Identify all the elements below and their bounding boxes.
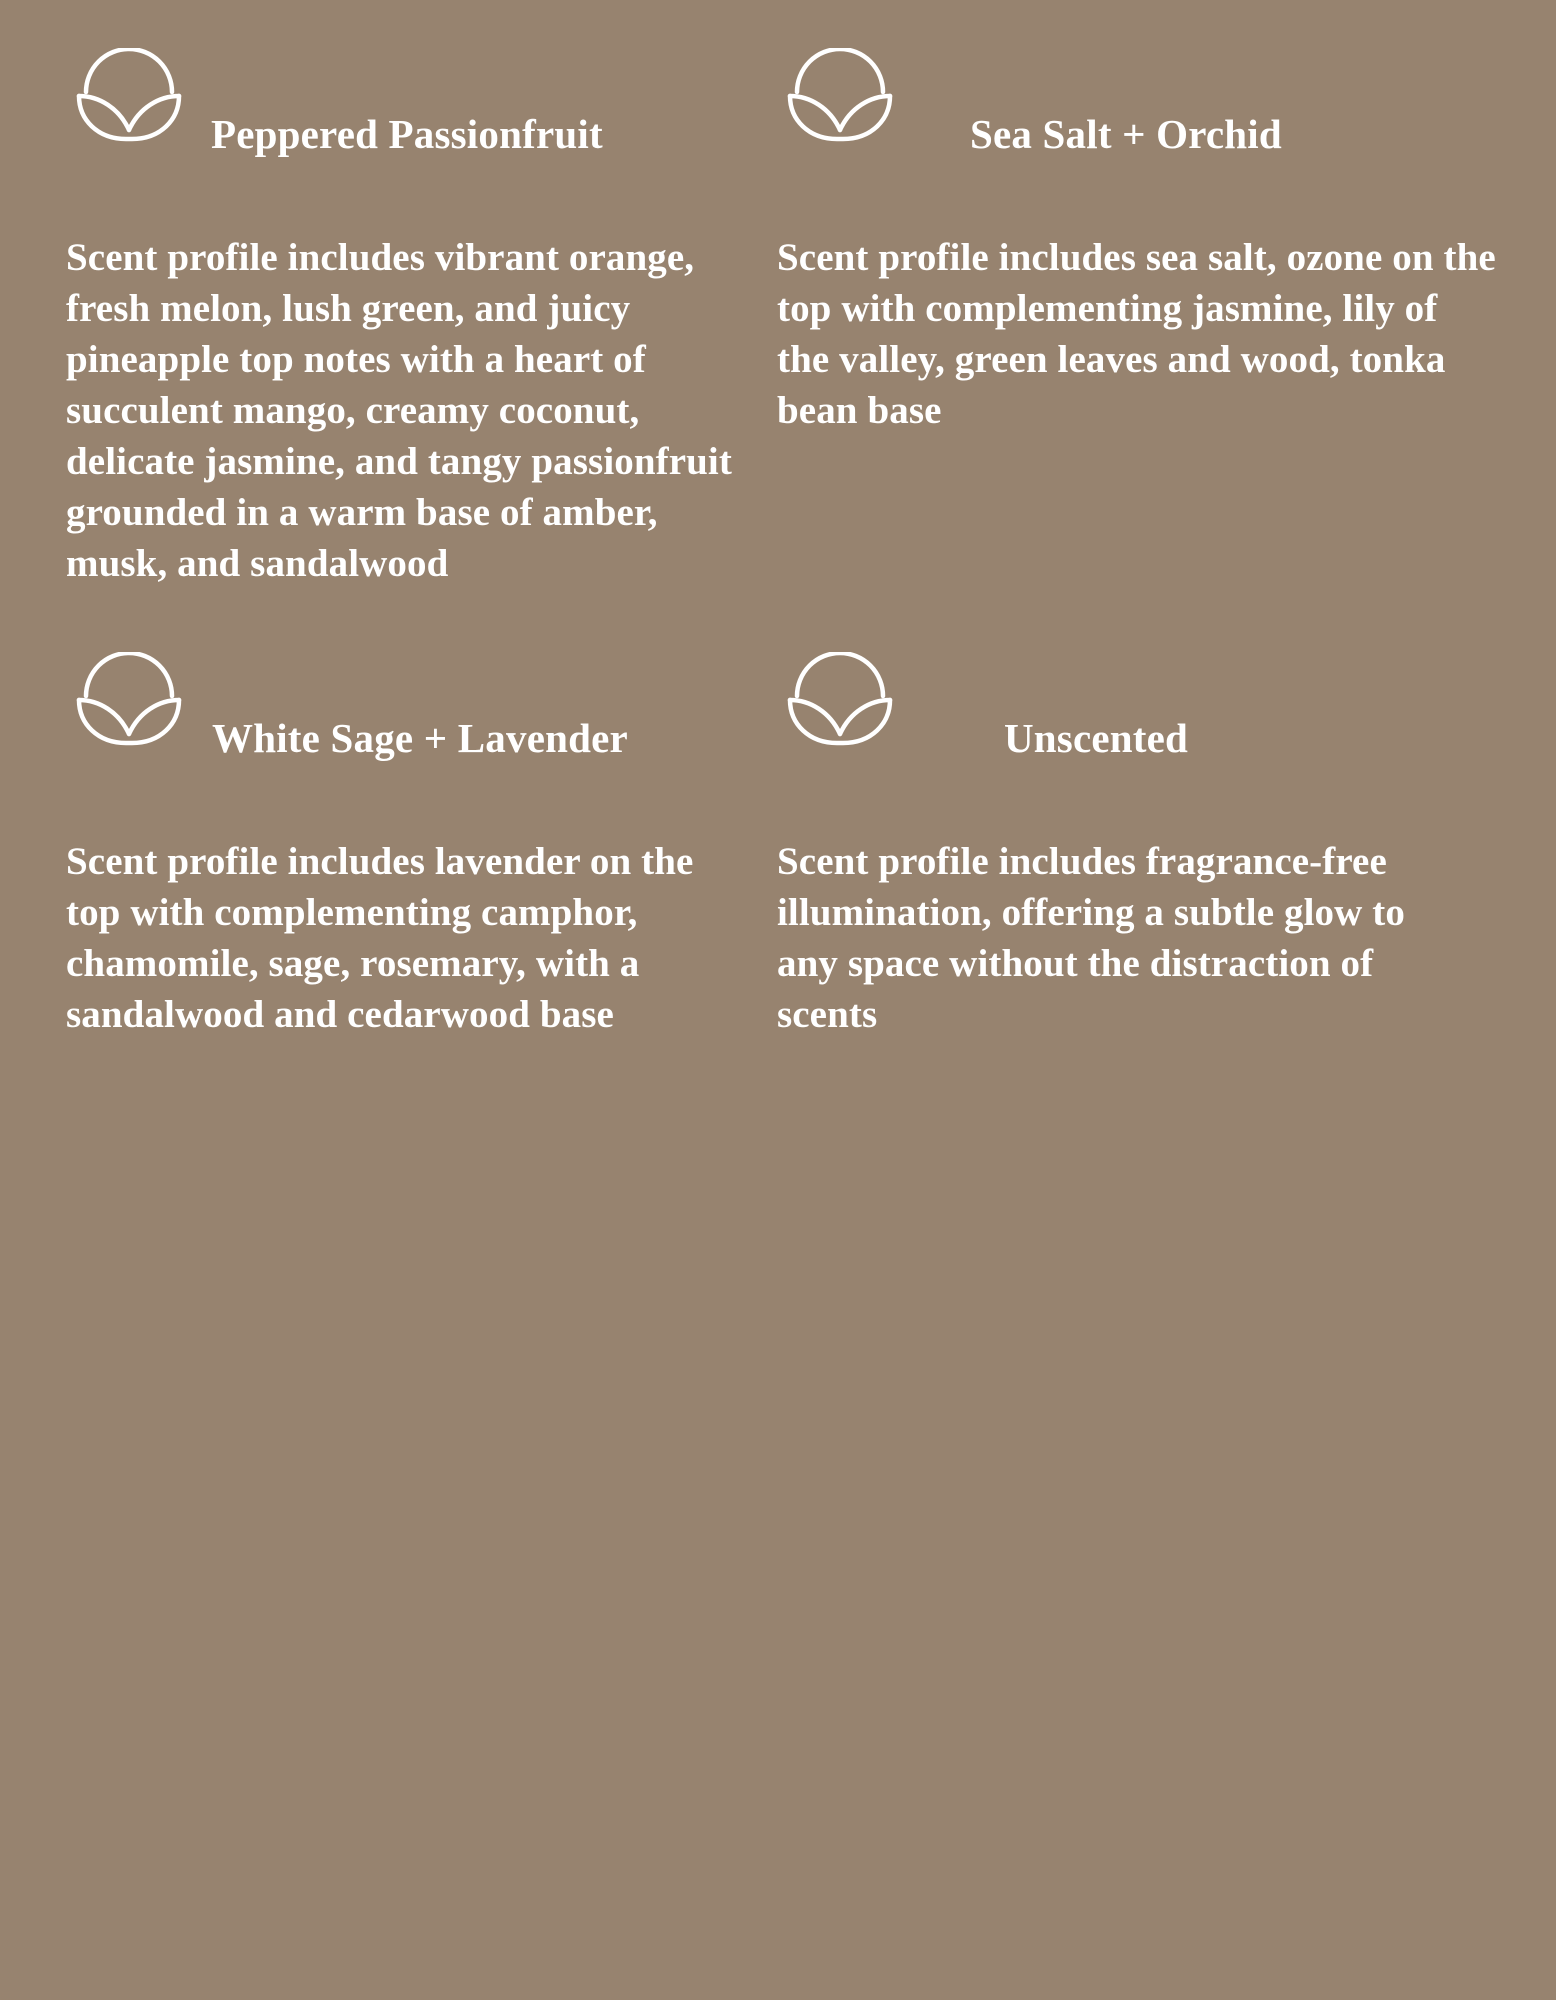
scent-card-peppered-passionfruit (66, 48, 746, 589)
lotus-bowl-icon (76, 48, 182, 144)
scent-card-sea-salt-orchid (777, 48, 1496, 436)
scent-card-header (777, 48, 1457, 158)
scent-description: Scent profile includes vibrant orange, fresh melon, lush green, and juicy pineapple top notes with a heart of succulent mango, creamy coconut, delicate jasmine, and tangy passionfruit grounded in a warm base of amber, musk, and sandalwood (66, 236, 732, 585)
scent-description: Scent profile includes lavender on the top with complementing camphor, chamomile, sage, rosemary, with a sandalwood and cedarwood base (66, 840, 694, 1036)
scent-description: Scent profile includes fragrance-free illumination, offering a subtle glow to any space without the distraction of scents (777, 840, 1405, 1036)
scent-description: Scent profile includes sea salt, ozone on the top with complementing jasmine, lily of the valley, green leaves and wood, tonka bean base (777, 236, 1496, 432)
lotus-bowl-icon (76, 652, 182, 748)
scent-title: Peppered Passionfruit (211, 111, 603, 158)
lotus-bowl-icon (787, 48, 893, 144)
scent-card-header (66, 652, 746, 762)
scent-title: White Sage + Lavender (212, 715, 628, 762)
scent-title: Sea Salt + Orchid (970, 111, 1282, 158)
lotus-bowl-icon (787, 652, 893, 748)
scent-card-white-sage-lavender (66, 652, 746, 1040)
scent-card-header (777, 652, 1457, 762)
scent-card-header (66, 48, 746, 158)
scent-title: Unscented (1004, 715, 1189, 762)
scent-card-unscented (777, 652, 1457, 1040)
